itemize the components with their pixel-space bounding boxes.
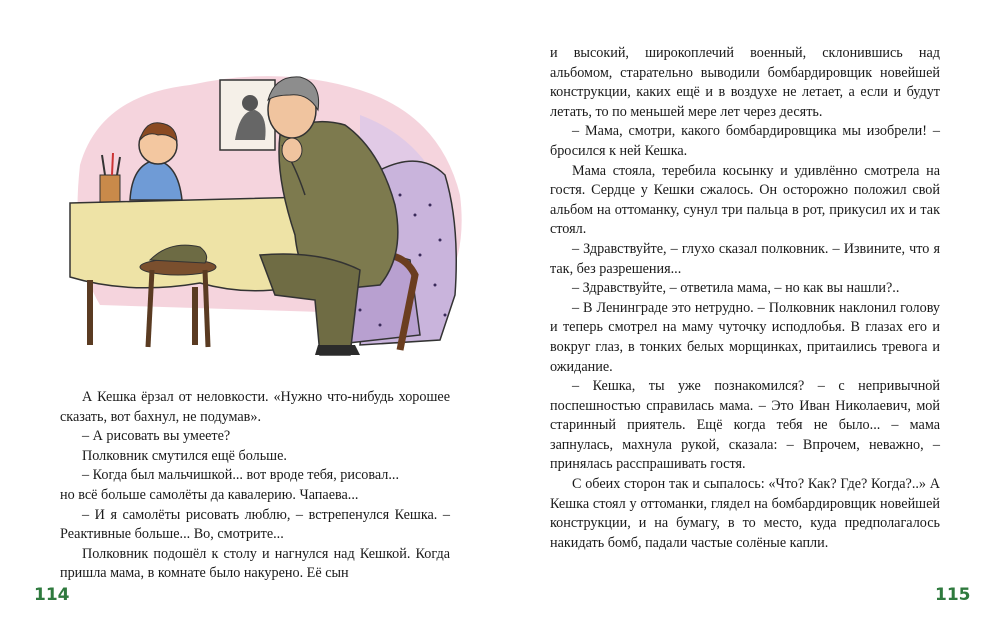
- paragraph: Мама стояла, теребила косынку и удивлённо смотрела на гостя. Сердце у Кешки сжалось. Он осторожно положил свой альбом на оттоманку, сунул три пальца в рот, прикусил их и так стоял.: [550, 162, 940, 238]
- page-number-left: 114: [34, 585, 70, 605]
- paragraph: – Здравствуйте, – глухо сказал полковник. – Извините, что я так, без разрешения...: [550, 240, 940, 277]
- paragraph: но всё больше самолёты да кавалерию. Чапаева...: [60, 486, 359, 503]
- paragraph: – Кешка, ты уже познакомился? – с непривычной поспешностью справилась мама. – Это Иван Николаевич, мой старинный приятель. Ещё когда тебя не было... – мама запнулась, махнула рукой, сказала: – Впрочем, неважно, – принялась расспрашивать гостя.: [550, 378, 940, 473]
- paragraph: – Здравствуйте, – ответила мама, – но как вы нашли?..: [572, 280, 900, 297]
- right-page: [500, 0, 1000, 640]
- page-number-right: 115: [935, 585, 971, 605]
- paragraph: Полковник смутился ещё больше.: [82, 447, 287, 464]
- paragraph: – А рисовать вы умеете?: [82, 428, 231, 445]
- paragraph: – В Ленинграде это нетрудно. – Полковник наклонил голову и теперь смотрел на маму чуточку исподлобья. В глазах его и вокруг глаз, в тонких белых морщинках, притаились тревога и ожидание.: [550, 299, 940, 375]
- book-illustration: [60, 55, 480, 360]
- paragraph: – И я самолёты рисовать люблю, – встрепенулся Кешка. – Реактивные больше... Во, смотрите...: [60, 506, 450, 543]
- paragraph: А Кешка ёрзал от неловкости. «Нужно что-нибудь хорошее сказать, вот бахнул, не подумав».: [60, 389, 450, 425]
- paragraph: – Мама, смотри, какого бомбардировщика мы изобрели! – бросился к ней Кешка.: [550, 123, 940, 159]
- left-page-text: [60, 388, 450, 584]
- paragraph: Полковник подошёл к столу и нагнулся над Кешкой. Когда пришла мама, в комнате было накурено. Её сын: [60, 545, 450, 582]
- right-page-text: [550, 44, 940, 553]
- paragraph: – Когда был мальчишкой... вот вроде тебя, рисовал...: [82, 467, 400, 484]
- paragraph: С обеих сторон так и сыпалось: «Что? Как? Где? Когда?..» А Кешка стоял у оттоманки, глядел на бомбардировщик новейшей конструкции, и на бумагу, в то место, куда предполагалось накидать бомб, падали частые солёные капли.: [550, 476, 940, 551]
- paragraph: и высокий, широкоплечий военный, склонившись над альбомом, старательно выводили бомбардировщик новейшей конструкции, каких ещё и в воздухе не летает, а если и будут летать, то по меньшей мере лет через десять.: [550, 45, 940, 120]
